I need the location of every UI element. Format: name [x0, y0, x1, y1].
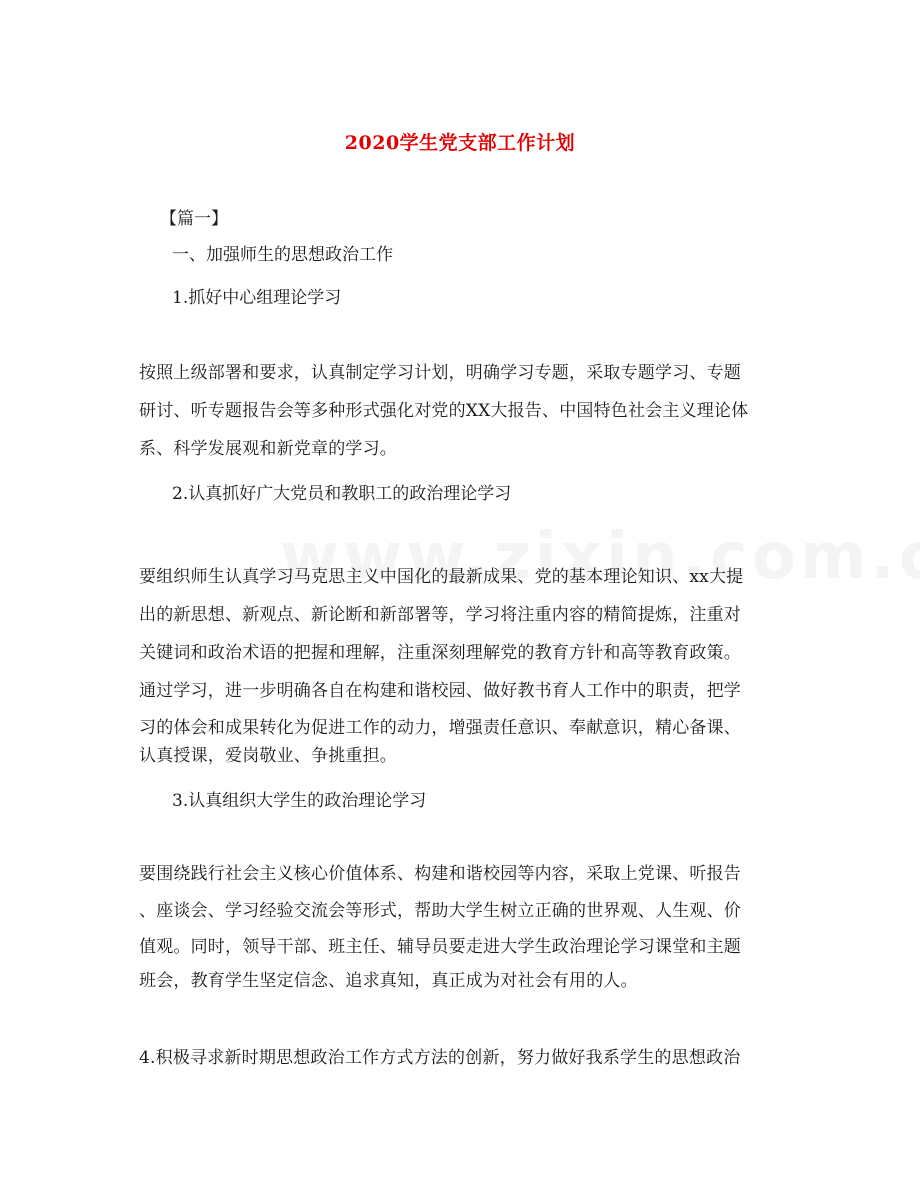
document-title: 2020学生党支部工作计划 [344, 132, 576, 154]
subheading-3: 3.认真组织大学生的政治理论学习 [172, 791, 427, 811]
paragraph-line: 习的体会和成果转化为促进工作的动力，增强责任意识、奉献意识，精心备课、 [139, 718, 741, 738]
paragraph-line: 按照上级部署和要求，认真制定学习计划，明确学习专题，采取专题学习、专题 [139, 363, 741, 383]
subheading-4: 4.积极寻求新时期思想政治工作方式方法的创新，努力做好我系学生的思想政治 [139, 1048, 741, 1068]
paragraph-line: 系、科学发展观和新党章的学习。 [139, 439, 397, 459]
paragraph-line: 值观。同时，领导干部、班主任、辅导员要走进大学生政治理论学习课堂和主题 [139, 937, 741, 957]
subheading-1: 1.抓好中心组理论学习 [172, 288, 342, 308]
paragraph-line: 出的新思想、新观点、新论断和新部署等，学习将注重内容的精简提炼，注重对 [139, 605, 741, 625]
section-heading: 【篇一】 [160, 209, 228, 229]
paragraph-line: 关键词和政治术语的把握和理解，注重深刻理解党的教育方针和高等教育政策。 [139, 643, 741, 663]
paragraph-line: 要组织师生认真学习马克思主义中国化的最新成果、党的基本理论知识、xx大提 [139, 567, 744, 587]
paragraph-line: 、座谈会、学习经验交流会等形式，帮助大学生树立正确的世界观、人生观、价 [139, 901, 741, 921]
paragraph-line: 认真授课，爱岗敬业、争挑重担。 [139, 746, 397, 766]
paragraph-line: 要围绕践行社会主义核心价值体系、构建和谐校园等内容，采取上党课、听报告 [139, 864, 741, 884]
paragraph-line: 班会，教育学生坚定信念、追求真知，真正成为对社会有用的人。 [139, 971, 638, 991]
paragraph-line: 研讨、听专题报告会等多种形式强化对党的XX大报告、中国特色社会主义理论体 [139, 401, 749, 421]
paragraph-line: 通过学习，进一步明确各自在构建和谐校园、做好教书育人工作中的职责，把学 [139, 681, 741, 701]
heading-1: 一、加强师生的思想政治工作 [172, 245, 393, 265]
subheading-2: 2.认真抓好广大党员和教职工的政治理论学习 [172, 484, 512, 504]
